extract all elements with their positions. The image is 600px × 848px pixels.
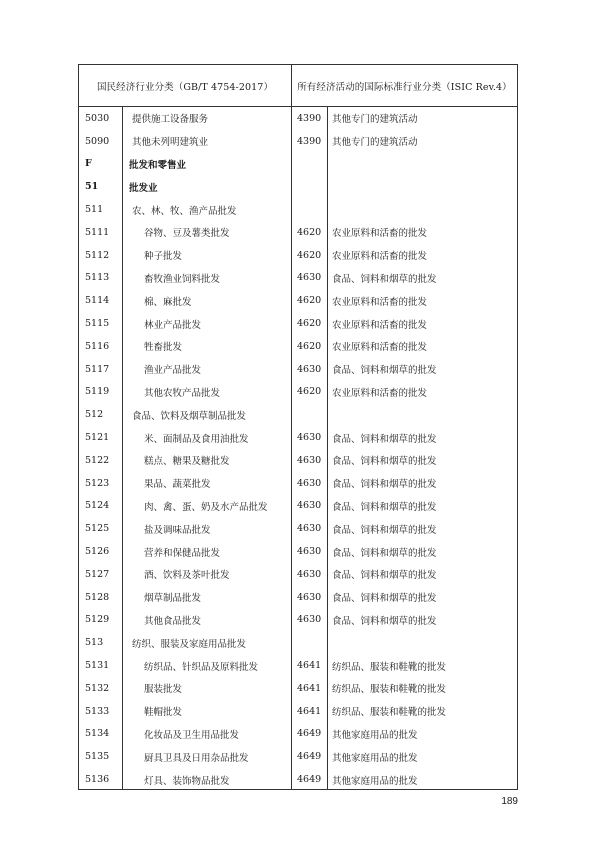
gbt-category-name: 化妆品及卫生用品批发 (144, 729, 240, 741)
table-row (79, 403, 517, 426)
table-row (79, 221, 517, 244)
isic-code (292, 153, 328, 176)
table-rows (79, 107, 517, 791)
gbt-category-name: 纺织品、针织品及原料批发 (144, 661, 259, 673)
table-row (79, 153, 517, 176)
isic-code: 4630 (297, 500, 322, 512)
table-row (79, 586, 517, 609)
isic-category-name: 食品、饲料和烟草的批发 (332, 501, 437, 513)
gbt-code: 5124 (85, 500, 110, 512)
table-row (79, 723, 517, 746)
table-row (79, 107, 517, 130)
isic-category-name: 纺织品、服装和鞋靴的批发 (332, 707, 447, 719)
gbt-category-name: 提供施工设备服务 (132, 114, 209, 126)
gbt-category-name: 鞋帽批发 (144, 707, 183, 719)
column-divider (291, 107, 292, 789)
table-row (79, 267, 517, 290)
gbt-category-name: 批发业 (129, 182, 158, 194)
isic-code: 4620 (297, 249, 322, 261)
gbt-category-name: 渔业产品批发 (144, 365, 202, 377)
header-isic: 所有经济活动的国际标准行业分类（ISIC Rev.4） (297, 81, 512, 93)
gbt-code: 5123 (85, 477, 110, 489)
isic-category-name: 纺织品、服装和鞋靴的批发 (332, 661, 447, 673)
isic-code: 4630 (297, 454, 322, 466)
table-row (79, 426, 517, 449)
isic-code: 4630 (297, 477, 322, 489)
gbt-code: 5136 (85, 774, 110, 785)
table-row (79, 130, 517, 153)
table-row (79, 700, 517, 723)
gbt-code: 512 (85, 409, 104, 421)
gbt-category-name: 厨具卫具及日用杂品批发 (144, 752, 249, 764)
isic-category-name: 食品、饲料和烟草的批发 (332, 547, 437, 559)
isic-code: 4390 (297, 112, 322, 124)
isic-code: 4620 (297, 295, 322, 307)
isic-category-name: 农业原料和活畜的批发 (332, 251, 428, 263)
gbt-code: 5030 (85, 112, 110, 124)
isic-category-name: 其他专门的建筑活动 (332, 114, 418, 126)
isic-code: 4641 (297, 682, 322, 694)
gbt-category-name: 其他农牧产品批发 (144, 387, 221, 399)
gbt-category-name: 米、面制品及食用油批发 (144, 433, 249, 445)
isic-category-name: 农业原料和活畜的批发 (332, 228, 428, 240)
isic-category-name (328, 198, 517, 221)
isic-category-name: 其他家庭用品的批发 (332, 775, 418, 787)
page-number: 189 (501, 796, 518, 807)
gbt-category-name: 纺织、服装及家庭用品批发 (132, 638, 247, 650)
gbt-code: 513 (85, 637, 104, 649)
gbt-code: 5113 (85, 272, 110, 284)
isic-category-name: 食品、饲料和烟草的批发 (332, 593, 437, 605)
isic-code: 4620 (297, 318, 322, 330)
isic-category-name: 其他家庭用品的批发 (332, 729, 418, 741)
isic-code (292, 403, 328, 426)
isic-category-name (328, 403, 517, 426)
table-row (79, 495, 517, 518)
gbt-code: 5134 (85, 728, 110, 740)
gbt-code: 5114 (85, 295, 110, 307)
isic-code (292, 198, 328, 221)
gbt-category-name: 谷物、豆及薯类批发 (144, 228, 230, 240)
isic-category-name: 食品、饲料和烟草的批发 (332, 615, 437, 627)
gbt-category-name: 其他食品批发 (144, 615, 202, 627)
gbt-code: 511 (85, 204, 104, 216)
gbt-category-name: 盐及调味品批发 (144, 524, 211, 536)
isic-code: 4620 (297, 340, 322, 352)
table-row (79, 631, 517, 654)
table-row (79, 289, 517, 312)
isic-category-name: 其他专门的建筑活动 (332, 137, 418, 149)
table-row (79, 449, 517, 472)
isic-code: 4630 (297, 272, 322, 284)
gbt-category-name: 食品、饮料及烟草制品批发 (132, 410, 247, 422)
isic-code: 4649 (297, 751, 322, 763)
table-row (79, 358, 517, 381)
classification-table (78, 64, 518, 790)
isic-code: 4649 (297, 728, 322, 740)
gbt-category-name: 营养和保健品批发 (144, 547, 221, 559)
gbt-category-name: 牲畜批发 (144, 342, 183, 354)
gbt-code: 5121 (85, 432, 110, 444)
isic-category-name (328, 175, 517, 198)
table-row (79, 175, 517, 198)
gbt-code: 5112 (85, 249, 110, 261)
gbt-code: 5135 (85, 751, 110, 763)
gbt-code: 5111 (85, 226, 110, 238)
isic-code: 4620 (297, 226, 322, 238)
gbt-category-name: 其他未列明建筑业 (132, 137, 209, 149)
isic-category-name (328, 631, 517, 654)
gbt-code: 5115 (85, 318, 110, 330)
isic-category-name: 食品、饲料和烟草的批发 (332, 570, 437, 582)
gbt-code: 5125 (85, 523, 110, 535)
table-header (79, 65, 517, 107)
gbt-code: 5126 (85, 546, 110, 558)
gbt-category-name: 酒、饮料及茶叶批发 (144, 570, 230, 582)
isic-code (292, 631, 328, 654)
table-row (79, 654, 517, 677)
isic-code (292, 175, 328, 198)
table-row (79, 335, 517, 358)
gbt-code: 5117 (85, 363, 110, 375)
isic-category-name: 食品、饲料和烟草的批发 (332, 433, 437, 445)
isic-category-name: 纺织品、服装和鞋靴的批发 (332, 684, 447, 696)
isic-category-name (328, 153, 517, 176)
isic-code: 4649 (297, 774, 322, 785)
gbt-code: 5127 (85, 568, 110, 580)
gbt-code: 5116 (85, 340, 110, 352)
table-row (79, 381, 517, 404)
table-row (79, 312, 517, 335)
table-row (79, 563, 517, 586)
isic-category-name: 其他家庭用品的批发 (332, 752, 418, 764)
header-gbt: 国民经济行业分类（GB/T 4754-2017） (79, 65, 292, 106)
table-body (79, 107, 517, 789)
isic-category-name: 农业原料和活畜的批发 (332, 387, 428, 399)
gbt-category-name: 种子批发 (144, 251, 183, 263)
gbt-code: 5132 (85, 682, 110, 694)
isic-category-name: 食品、饲料和烟草的批发 (332, 456, 437, 468)
gbt-code: 5119 (85, 386, 110, 398)
gbt-category-name: 畜牧渔业饲料批发 (144, 273, 221, 285)
isic-code: 4630 (297, 591, 322, 603)
gbt-code: 5133 (85, 705, 110, 717)
gbt-category-name: 果品、蔬菜批发 (144, 479, 211, 491)
isic-code: 4390 (297, 135, 322, 147)
isic-code: 4630 (297, 432, 322, 444)
table-row (79, 745, 517, 768)
isic-code: 4620 (297, 386, 322, 398)
table-row (79, 609, 517, 632)
gbt-category-name: 服装批发 (144, 684, 183, 696)
gbt-category-name: 林业产品批发 (144, 319, 202, 331)
table-row (79, 540, 517, 563)
isic-category-name: 农业原料和活畜的批发 (332, 296, 428, 308)
isic-category-name: 食品、饲料和烟草的批发 (332, 365, 437, 377)
gbt-category-name: 烟草制品批发 (144, 593, 202, 605)
isic-code: 4641 (297, 660, 322, 672)
isic-code: 4630 (297, 614, 322, 626)
table-row (79, 472, 517, 495)
gbt-category-name: 灯具、装饰物品批发 (144, 775, 230, 787)
isic-category-name: 食品、饲料和烟草的批发 (332, 479, 437, 491)
table-row (79, 677, 517, 700)
isic-code: 4630 (297, 363, 322, 375)
gbt-code: F (85, 158, 92, 170)
gbt-category-name: 批发和零售业 (129, 159, 187, 171)
gbt-code: 5129 (85, 614, 110, 626)
gbt-code: 51 (85, 181, 99, 193)
table-row (79, 198, 517, 221)
gbt-code: 5128 (85, 591, 110, 603)
isic-category-name: 农业原料和活畜的批发 (332, 319, 428, 331)
gbt-category-name: 农、林、牧、渔产品批发 (132, 205, 237, 217)
isic-code: 4630 (297, 546, 322, 558)
gbt-category-name: 糕点、糖果及糖批发 (144, 456, 230, 468)
gbt-category-name: 棉、麻批发 (144, 296, 192, 308)
column-divider (122, 107, 123, 789)
isic-code: 4630 (297, 523, 322, 535)
gbt-code: 5131 (85, 660, 110, 672)
isic-category-name: 食品、饲料和烟草的批发 (332, 273, 437, 285)
table-row (79, 244, 517, 267)
gbt-category-name: 肉、禽、蛋、奶及水产品批发 (144, 501, 268, 513)
isic-code: 4641 (297, 705, 322, 717)
table-row (79, 517, 517, 540)
isic-code: 4630 (297, 568, 322, 580)
gbt-code: 5122 (85, 454, 110, 466)
isic-category-name: 食品、饲料和烟草的批发 (332, 524, 437, 536)
gbt-code: 5090 (85, 135, 110, 147)
column-divider (327, 107, 328, 789)
table-row (79, 768, 517, 791)
isic-category-name: 农业原料和活畜的批发 (332, 342, 428, 354)
